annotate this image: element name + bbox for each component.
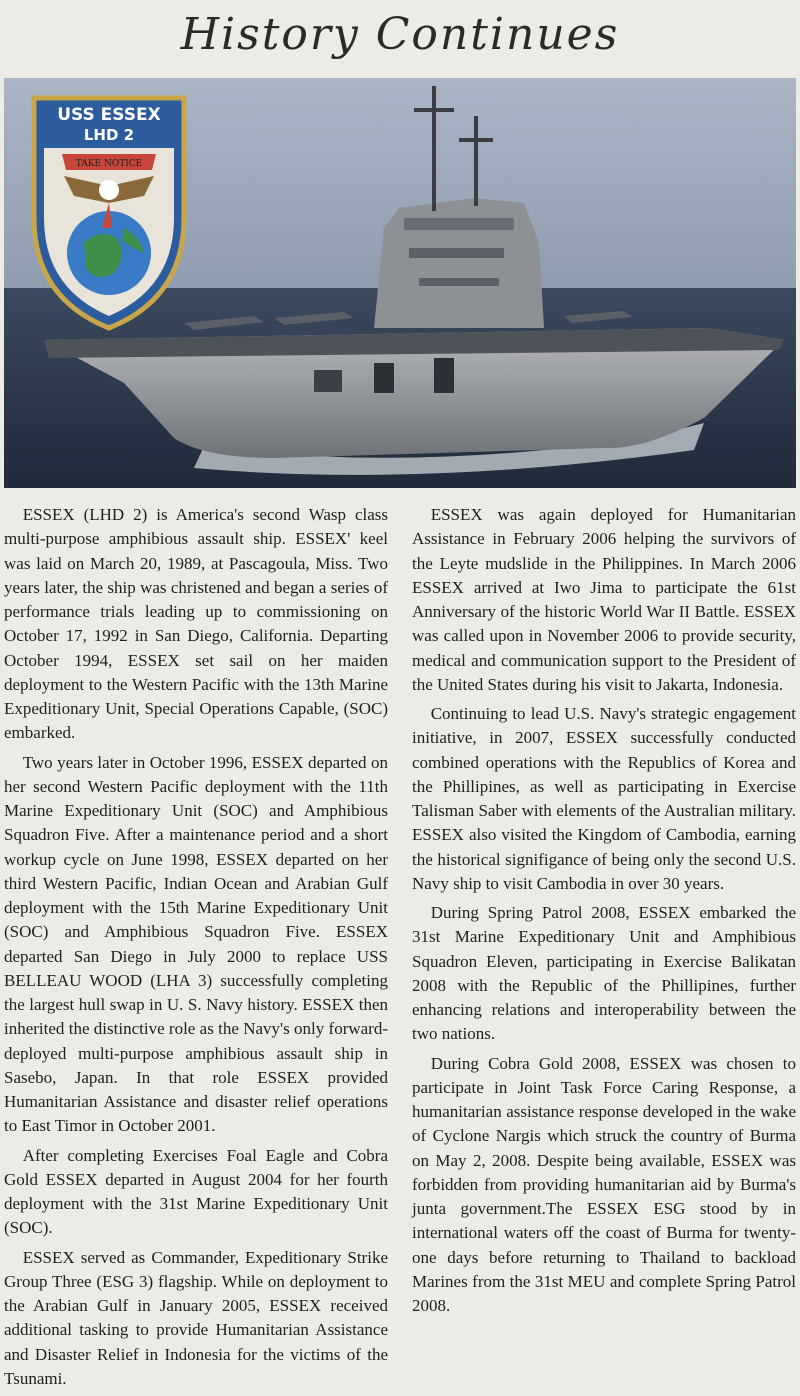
article-paragraph: During Cobra Gold 2008, ESSEX was chosen to participate in Joint Task Force Caring Response, a humanitarian assistance response developed in the wake of Cyclone Nargis which struck the country of Burma on May 2, 2008. Despite being available, ESSEX was forbidden from providing humanitarian aid by Burma's junta government.The ESSEX ESG stood by in international waters off the coast of Burma for twenty-one days before returning to Thailand to backload Marines from the 31st MEU and complete Spring Patrol 2008. (412, 1053, 796, 1315)
patch-hull-number: LHD 2 (83, 126, 135, 144)
article-paragraph: ESSEX (LHD 2) is America's second Wasp class multi-purpose amphibious assault ship. ESSEX' keel was laid on March 20, 1989, at Pascagoula, Miss. Two years later, the ship was christened and began a series of performance trials leading up to commissioning on October 17, 1992 in San Diego, California. Departing October 1994, ESSEX set sail on her maiden deployment to the Western Pacific with the 13th Marine Expeditionary Unit, Special Operations Capable, (SOC) embarked. (4, 505, 388, 743)
ship-photo (4, 78, 796, 488)
article-paragraph: After completing Exercises Foal Eagle and Cobra Gold ESSEX departed in August 2004 for her fourth deployment with the 31st Marine Expeditionary Unit (SOC). (4, 1145, 388, 1238)
article-paragraph: During Spring Patrol 2008, ESSEX embarked the 31st Marine Expeditionary Unit and Amphibious Squadron Eleven, participating in Exercise Balikatan 2008 with the Republic of the Phillipines, further enhancing relations and interoperability between the two nations. (412, 903, 796, 1044)
article-left-column (4, 503, 388, 1396)
article-right-column (412, 503, 796, 1323)
page-title: History Continues (180, 9, 620, 60)
article-paragraph: Continuing to lead U.S. Navy's strategic engagement initiative, in 2007, ESSEX successfully conducted combined operations with the Republics of Korea and the Phillipines, as well as participating in Exercise Talisman Saber with elements of the Australian military. ESSEX also visited the Kingdom of Cambodia, earning the historical signifigance of being only the second U.S. Navy ship to visit Cambodia in over 30 years. (412, 704, 796, 893)
patch-motto: TAKE NOTICE (75, 159, 143, 169)
article-paragraph: Two years later in October 1996, ESSEX departed on her second Western Pacific deployment with the 11th Marine Expeditionary Unit (SOC) and Amphibious Squadron Five. After a maintenance period and a short workup cycle on June 1998, ESSEX departed on her third Western Pacific, Indian Ocean and Arabian Gulf deployment with the 15th Marine Expeditionary Unit (SOC) and Amphibious Squadron Five. ESSEX departed San Diego in July 2000 to replace USS BELLEAU WOOD (LHA 3) successfully completing the largest hull swap in U. S. Navy history. ESSEX then inherited the distinctive role as the Navy's only forward-deployed multi-purpose amphibious assault ship in Sasebo, Japan. In that role ESSEX provided Humanitarian Assistance and disaster relief operations to East Timor in October 2001. (4, 752, 388, 1136)
article-paragraph: ESSEX served as Commander, Expeditionary Strike Group Three (ESG 3) flagship. While on deployment to the Arabian Gulf in January 2005, ESSEX received additional tasking to provide Humanitarian Assistance and Disaster Relief in Indonesia for the victims of the Tsunami. (4, 1247, 388, 1388)
unit-patch (34, 98, 184, 328)
article-paragraph: ESSEX was again deployed for Humanitarian Assistance in February 2006 helping the survivors of the Leyte mudslide in the Philippines. In March 2006 ESSEX arrived at Iwo Jima to participate the 61st Anniversary of the historic World War II Battle. ESSEX was called upon in November 2006 to provide security, medical and communication support to the President of the United States during his visit to Jakarta, Indonesia. (412, 505, 796, 694)
patch-ship-name: USS ESSEX (57, 105, 161, 125)
